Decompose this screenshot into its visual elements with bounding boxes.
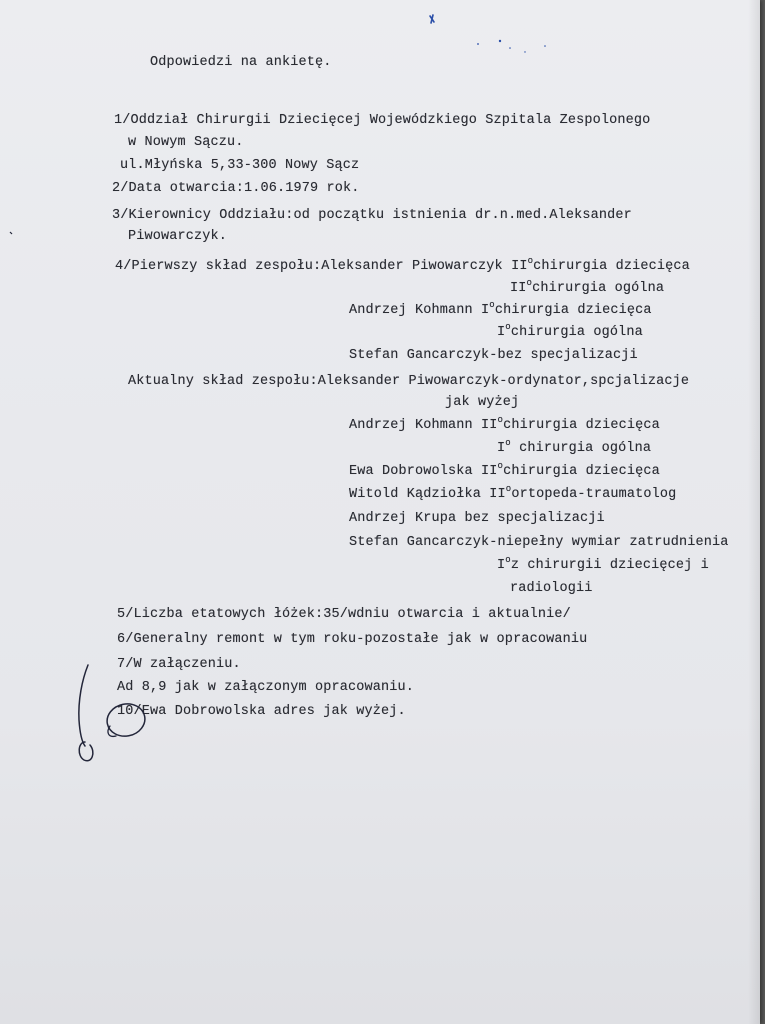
line-5-beds: 5/Liczba etatowych łóżek:35/wdniu otwarcia i aktualnie/ — [117, 607, 571, 622]
line-current-krupa: Andrzej Krupa bez specjalizacji — [349, 511, 605, 526]
line-6-renovation: 6/Generalny remont w tym roku-pozostałe jak w opracowaniu — [117, 632, 588, 647]
line-current-gancarczyk-spec-cont: radiologii — [510, 581, 593, 596]
line-3-heads: 3/Kierownicy Oddziału:od początku istnienia dr.n.med.Aleksander — [112, 208, 632, 223]
page-edge-shadow — [748, 0, 760, 1024]
blue-speck-dot — [509, 47, 511, 49]
line-current-team: Aktualny skład zespołu:Aleksander Piwowarczyk-ordynator,spcjalizacje — [128, 374, 690, 389]
blue-speck-mark — [430, 15, 434, 23]
line-7-attachment: 7/W załączeniu. — [117, 657, 241, 672]
line-4-spec-kohmann: $I^ochirurgia$ ogólna — [497, 322, 643, 340]
line-3-heads-cont: Piwowarczyk. — [128, 229, 228, 244]
line-2-opening-date: 2/Data otwarcia:1.06.1979 rok. — [112, 181, 360, 196]
blue-speck-dot — [477, 43, 479, 45]
line-1-city: w Nowym Sączu. — [128, 135, 244, 150]
blue-speck-dot — [544, 45, 546, 47]
line-4-spec: $II^ochirurgia$ ogólna — [510, 278, 665, 296]
line-8-9: Ad 8,9 jak w załączonym opracowaniu. — [117, 680, 415, 695]
pen-tick-mark — [10, 232, 12, 234]
handwritten-circle-tail — [108, 726, 116, 736]
line-current-gancarczyk: Stefan Gancarczyk-niepełny wymiar zatrudnienia — [349, 535, 729, 550]
handwritten-loop — [79, 742, 93, 761]
line-10-contact: 10/Ewa Dobrowolska adres jak wyżej. — [117, 704, 406, 719]
line-current-kadziolka: Witold Kądziołka $II^oortopeda$-traumatolog — [349, 484, 677, 502]
line-4-member-kohmann: Andrzej Kohmann $I^ochirurgia$ dziecięca — [349, 300, 652, 318]
line-current-kohmann-spec: $I^o$ chirurgia ogólna — [497, 438, 652, 456]
line-1-department: 1/Oddział Chirurgii Dziecięcej Wojewódzkiego Szpitala Zespolonego — [114, 113, 651, 128]
line-current-team-cont: jak wyżej — [445, 395, 520, 410]
handwritten-bracket — [79, 665, 88, 746]
line-1-address: ul.Młyńska 5,33-300 Nowy Sącz — [120, 158, 360, 173]
document-title: Odpowiedzi na ankietę. — [150, 55, 332, 70]
line-current-dobrowolska: Ewa Dobrowolska $II^ochirurgia$ dziecięca — [349, 461, 660, 479]
blue-speck-dot — [499, 40, 501, 42]
line-current-kohmann: Andrzej Kohmann $II^ochirurgia$ dziecięca — [349, 415, 660, 433]
line-current-gancarczyk-spec: $I^oz$ chirurgii dziecięcej i — [497, 555, 709, 573]
blue-speck-dot — [524, 51, 525, 52]
line-4-member-gancarczyk: Stefan Gancarczyk-bez specjalizacji — [349, 348, 638, 363]
line-4-first-team: 4/Pierwszy skład zespołu:Aleksander Piwowarczyk $II^ochirurgia$ dziecięca — [115, 256, 690, 274]
